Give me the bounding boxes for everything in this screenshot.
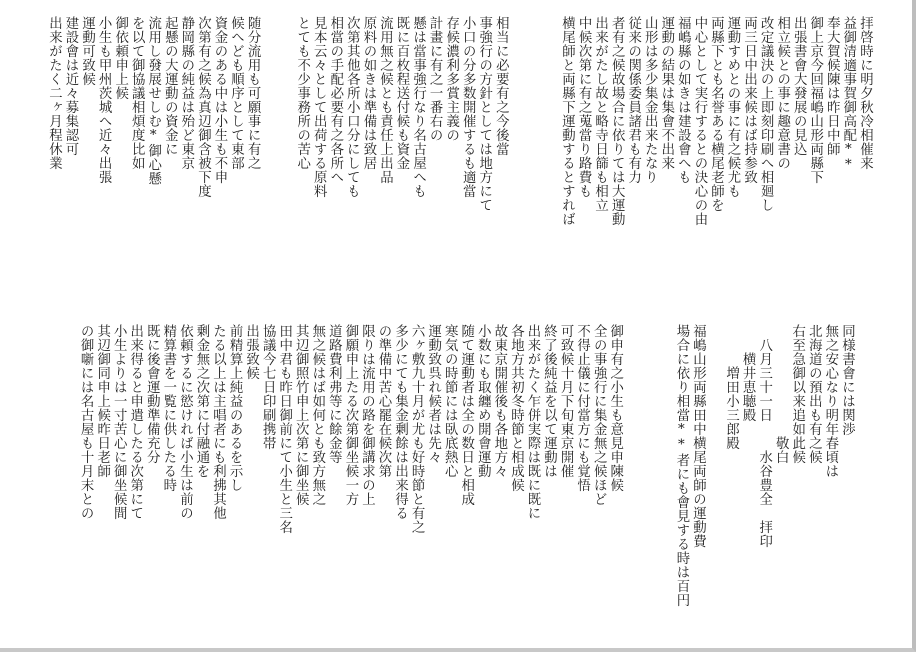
text-column: 起懸の大運動の資金に — [162, 16, 178, 156]
text-column: 中心として実行するとの決心の由 — [691, 16, 707, 226]
text-column: 小口の分多数開催するも適當 — [460, 16, 476, 198]
text-column: 随分流用も可願事に有之 — [245, 16, 261, 170]
text-column: 運動すめとの事に有之候尤も — [725, 16, 740, 198]
text-column: 各地方共初冬時節と相成候 — [508, 324, 524, 492]
text-column: 福嶋縣の如きは建設會へも — [675, 16, 691, 184]
text-column: 流用無之候とも責任上出品 — [377, 16, 393, 184]
text-column: 寒気の時節には臥底熱心 — [442, 324, 458, 478]
text-column: 御上京今回福嶋山形両縣下 — [807, 16, 823, 184]
text-column: の準備中苦心罷在候次第 — [376, 324, 391, 478]
text-column: 敬白 — [773, 324, 789, 464]
text-column: 者有之候故場合に依りては大運動 — [609, 16, 625, 226]
text-column: 出張致候 — [243, 324, 259, 380]
text-column: 増田小三郎殿 — [723, 324, 739, 450]
text-column: とても不少事務所の苦心 — [294, 16, 310, 170]
text-column: 横井恵聴殿 — [740, 324, 756, 422]
text-column: 場合に依り相當**者にも會見する時は百円 — [673, 324, 689, 608]
text-column: 運動可致候 — [79, 16, 95, 86]
text-column: 出来がたく乍併実際は既に既に — [524, 324, 540, 520]
text-column: 益御清適事賀御高配** — [840, 16, 856, 174]
text-column: 相立候との事に趣意書の — [774, 16, 790, 170]
text-column: 協議今七日印刷携帯 — [260, 324, 276, 450]
text-column: 次第有之候為真辺御含被下度 — [195, 16, 211, 198]
text-column: 多少にても集金剰餘は出来得る — [392, 324, 408, 520]
text-column: 両三日中出来候はば持参致 — [741, 16, 757, 184]
text-column: 資金のある中は小生も不申 — [211, 16, 227, 184]
text-column: 既に後會運動準備充分 — [144, 324, 160, 464]
text-column: 横尾師と両縣下運動するとすれば — [559, 16, 575, 226]
text-column: 改定議決の上即刻印刷へ相廻し — [758, 16, 774, 212]
text-column: 拝啓時に明夕秋冷相催来 — [857, 16, 873, 170]
text-column: 出張書會大發展の見込 — [791, 16, 807, 156]
text-column: 可致候十月下旬東京開催 — [558, 324, 574, 478]
text-column: 出来がたし故と略寺日篩も相立 — [592, 16, 608, 212]
text-column: 小生も甲州茨城へ近々出張 — [96, 16, 112, 184]
text-column: 存候濃利多賞主義の — [443, 16, 459, 142]
text-column: 計畫に有之一番右の — [427, 16, 443, 142]
text-column: 懸は當事強行なり名古屋へも — [410, 16, 426, 198]
text-column: 小数にも取纏め開會運動 — [475, 324, 491, 478]
text-column: 出来得ると申遣したる次第にて — [127, 324, 143, 520]
text-column: 福嶋山形両縣田中横尾両師の運動費 — [690, 324, 706, 548]
text-column: 両縣下とも名誉ある横尾老師を — [708, 16, 724, 212]
text-column: 同様書會には関渉 — [839, 324, 855, 436]
text-column: 限りは流用の路を御講求の上 — [359, 324, 375, 506]
text-column: 故東京開催後も各地方々 — [491, 324, 507, 478]
text-column: 御依頼申上候 — [112, 16, 128, 100]
text-column: 道路費利弗等に餘金等 — [326, 324, 342, 464]
text-column: 相當の手配必要有之各所へ — [327, 16, 343, 184]
text-column: 随て運動者は全の数日と相成 — [458, 324, 474, 506]
text-column: 御申有之小生も意見申陳候 — [607, 324, 623, 492]
text-column: 無之候はば如何とも致方無之 — [309, 324, 325, 506]
letter-lower-half — [0, 320, 916, 652]
text-column: の御噺には名古屋も十月末との — [78, 324, 94, 520]
text-column: 運動致呉れ候者は先々 — [425, 324, 441, 464]
text-column: 北海道の預出も有之候 — [806, 324, 822, 464]
text-column: 右至急御以来追如此候 — [789, 324, 805, 464]
text-column: 御願申上たる次第御坐候一方 — [342, 324, 358, 506]
text-column: 出来がたく二ヶ月程休業 — [46, 16, 62, 170]
text-column: 原料の如きは準備は致居 — [360, 16, 376, 170]
text-column: 建設會は近々募集認可 — [63, 16, 78, 156]
text-column: 六ヶ敷九十月が尤も好時節と有之 — [409, 324, 425, 534]
text-column: 不得止儀に付當方にも覚悟 — [574, 324, 590, 492]
letter-upper-half — [0, 0, 916, 320]
text-column: 事強行の方針としては地方にて — [476, 16, 492, 212]
text-column: 奉大賀候陳は昨日中師 — [824, 16, 840, 156]
text-column: 八月三十一日 水谷豊全 拝印 — [756, 324, 772, 548]
text-column: 運動の結果は集會不出来 — [658, 16, 674, 170]
text-column: 候へども順序として東部 — [228, 16, 244, 170]
text-column: 終了後純益を以て運動は — [541, 324, 557, 478]
text-column: 無之安心なり明年春頃は — [822, 324, 838, 478]
text-column: を以て御協議相煩度比如 — [129, 16, 145, 170]
text-column: 小生よりは一寸苦心に御坐候間 — [111, 324, 127, 520]
text-column: 静岡縣の純益は殆ど東京 — [178, 16, 194, 170]
text-column: 既に百枚程送付候も資金 — [394, 16, 409, 170]
text-column: 剰金無之次第に付融通を — [193, 324, 209, 478]
text-column: 次第其他各所小口分にしても — [344, 16, 360, 198]
text-column: 其辺御同申上候昨日老師 — [94, 324, 110, 478]
text-column: 山形は多少集金出来たなり — [642, 16, 658, 184]
text-column: 前精算上純益のあるを示し — [227, 324, 243, 492]
text-column: 相当に必要有之今後當 — [493, 16, 509, 156]
text-column: 全の事強行に集金無之候ほど — [591, 324, 607, 506]
text-column: 中候次第に有之蒐當り路費も — [576, 16, 592, 198]
text-column: 流用し發展せしむ*御心懸 — [145, 16, 161, 186]
text-column: 見本云々として出荷する原料 — [311, 16, 327, 198]
text-column: 従来の関係委員諸君も有力 — [625, 16, 641, 184]
text-column: 精算書を一覧に供したる時 — [160, 324, 176, 492]
text-column: 依頼するに慾ければ小生は前の — [177, 324, 193, 520]
text-column: 田中君も昨日御前にて小生と三名 — [276, 324, 292, 534]
text-column: 其辺御照竹申上次第に御坐候 — [293, 324, 309, 506]
text-column: たる以上は主唱者にも利拂其他 — [210, 324, 226, 520]
